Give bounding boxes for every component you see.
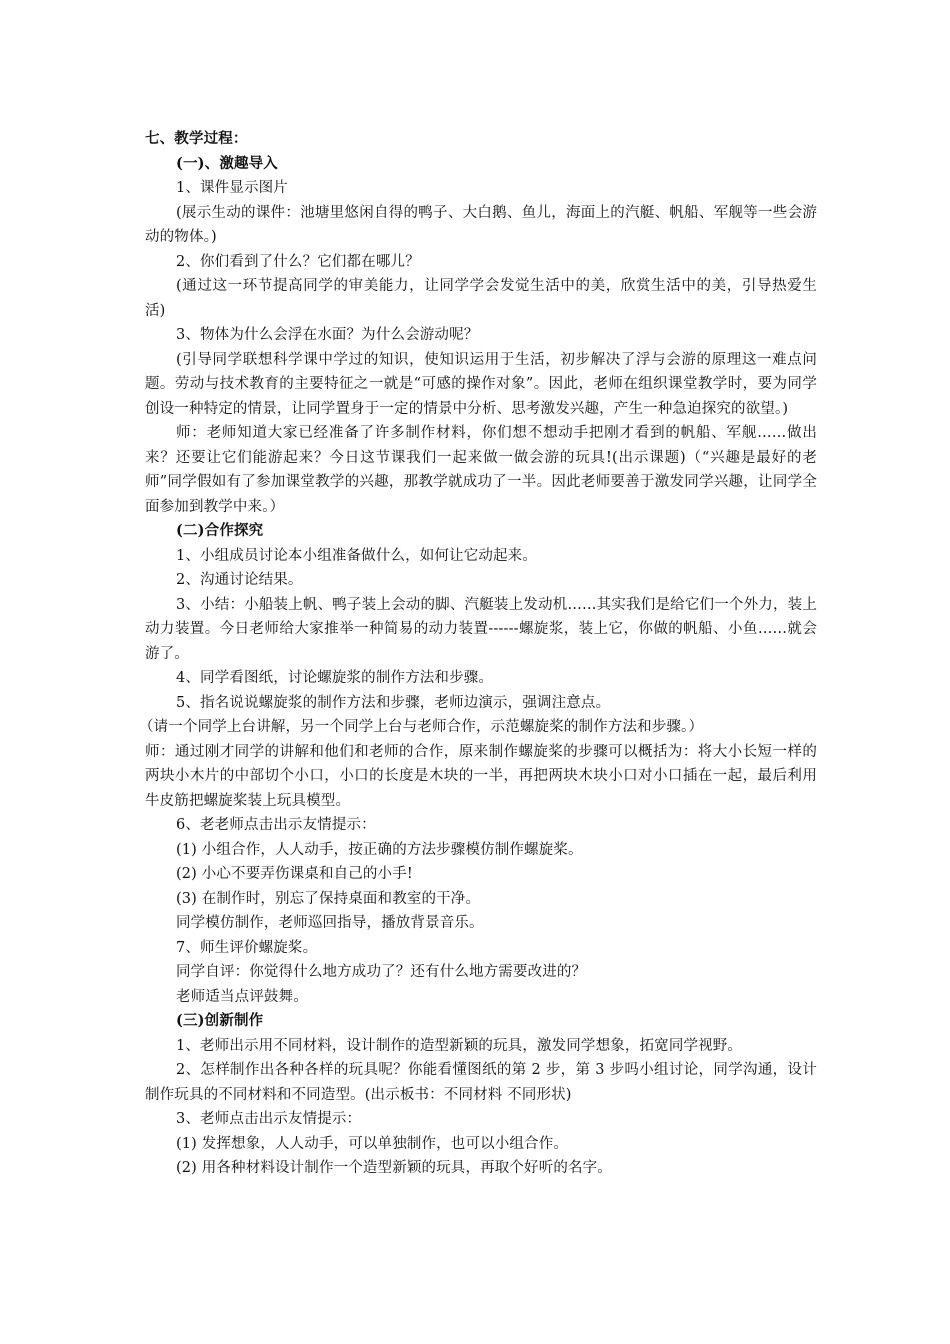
subsection-title: (二)合作探究 (176, 522, 264, 539)
paragraph: 5、指名说说螺旋浆的制作方法和步骤，老师边演示，强调注意点。 (176, 694, 611, 711)
list-item: (2) 用各种材料设计制作一个造型新颖的玩具，再取个好听的名字。 (176, 1160, 612, 1176)
paragraph: 1、老师出示用不同材料，设计制作的造型新颖的玩具，激发同学想象，拓宽同学视野。 (176, 1037, 743, 1054)
list-item: (2) 小心不要弄伤课桌和自己的小手! (176, 866, 413, 882)
subsection-title: (一)、激趣导入 (176, 154, 278, 172)
paragraph: 3、物体为什么会浮在水面？为什么会游动呢？ (176, 327, 479, 343)
subsection-title: (三)创新制作 (176, 1012, 264, 1029)
paragraph: (展示生动的课件：池塘里悠闲自得的鸭子、大白鹅、鱼儿，海面上的汽艇、帆船、军舰等一些会游动的物体。) (145, 204, 817, 245)
paragraph: 6、老老师点击出示友情提示： (176, 817, 376, 833)
paragraph: 2、怎样制作出各种各样的玩具呢？你能看懂图纸的第 2 步，第 3 步吗小组讨论，同学沟通，设计制作玩具的不同材料和不同造型。(出示板书：不同材料 不同形状) (145, 1062, 817, 1103)
list-item: (3) 在制作时，别忘了保持桌面和教室的干净。 (176, 890, 481, 907)
paragraph: 同学模仿制作，老师巡回指导，播放背景音乐。 (176, 915, 484, 931)
paragraph: 4、同学看图纸，讨论螺旋浆的制作方法和步骤。 (176, 670, 494, 686)
document-body (139, 127, 817, 1181)
paragraph: 2、沟通讨论结果。 (176, 572, 303, 588)
paragraph: 1、小组成员讨论本小组准备做什么，如何让它动起来。 (176, 547, 537, 564)
paragraph: 老师适当点评鼓舞。 (176, 988, 308, 1005)
paragraph: (引导同学联想科学课中学过的知识，使知识运用于生活，初步解决了浮与会游的原理这一难点问题。劳动与技术教育的主要特征之一就是“可感的操作对象”。因此，老师在组织课堂教学时，要为同学创设一种特定的情景，让同学置身于一定的情景中分析、思考激发兴趣，产生一种急迫探究的欲望。) (145, 351, 817, 417)
paragraph: 2、你们看到了什么？它们都在哪儿？ (176, 253, 420, 270)
section-heading: 七、教学过程： (145, 130, 248, 147)
paragraph: 师：通过刚才同学的讲解和他们和老师的合作，原来制作螺旋桨的步骤可以概括为：将大小长短一样的两块小木片的中部切个小口，小口的长度是木块的一半，再把两块木块小口对小口插在一起，最后利用牛皮筋把螺旋桨装上玩具模型。 (145, 743, 817, 809)
paragraph: （请一个同学上台讲解，另一个同学上台与老师合作，示范螺旋桨的制作方法和步骤。） (139, 719, 704, 735)
list-item: (1) 发挥想象，人人动手，可以单独制作，也可以小组合作。 (176, 1135, 568, 1152)
list-item: (1) 小组合作，人人动手，按正确的方法步骤模仿制作螺旋桨。 (176, 841, 583, 858)
paragraph: 1、课件显示图片 (176, 180, 288, 196)
paragraph: 师：老师知道大家已经准备了许多制作材料，你们想不想动手把刚才看到的帆船、军舰……做出来？还要让它们能游起来？今日这节课我们一起来做一做会游的玩具!(出示课题)（“兴趣是最好的老师”同学假如有了参加课堂教学的兴趣，那教学就成功了一半。因此老师要善于激发同学兴趣，让同学全面参加到教学中来。） (145, 425, 817, 515)
paragraph: 3、老师点击出示友情提示： (176, 1111, 362, 1127)
paragraph: (通过这一环节提高同学的审美能力，让同学学会发觉生活中的美，欣赏生活中的美，引导热爱生活) (145, 278, 817, 319)
paragraph: 同学自评：你觉得什么地方成功了？还有什么地方需要改进的？ (176, 964, 587, 980)
paragraph: 7、师生评价螺旋桨。 (176, 939, 318, 956)
paragraph: 3、小结：小船装上帆、鸭子装上会动的脚、汽艇装上发动机……其实我们是给它们一个外力，装上 动力装置。今日老师给大家推举一种简易的动力装置------螺旋浆，装上它，你做的帆船、小鱼……就会游了。 (145, 596, 817, 662)
